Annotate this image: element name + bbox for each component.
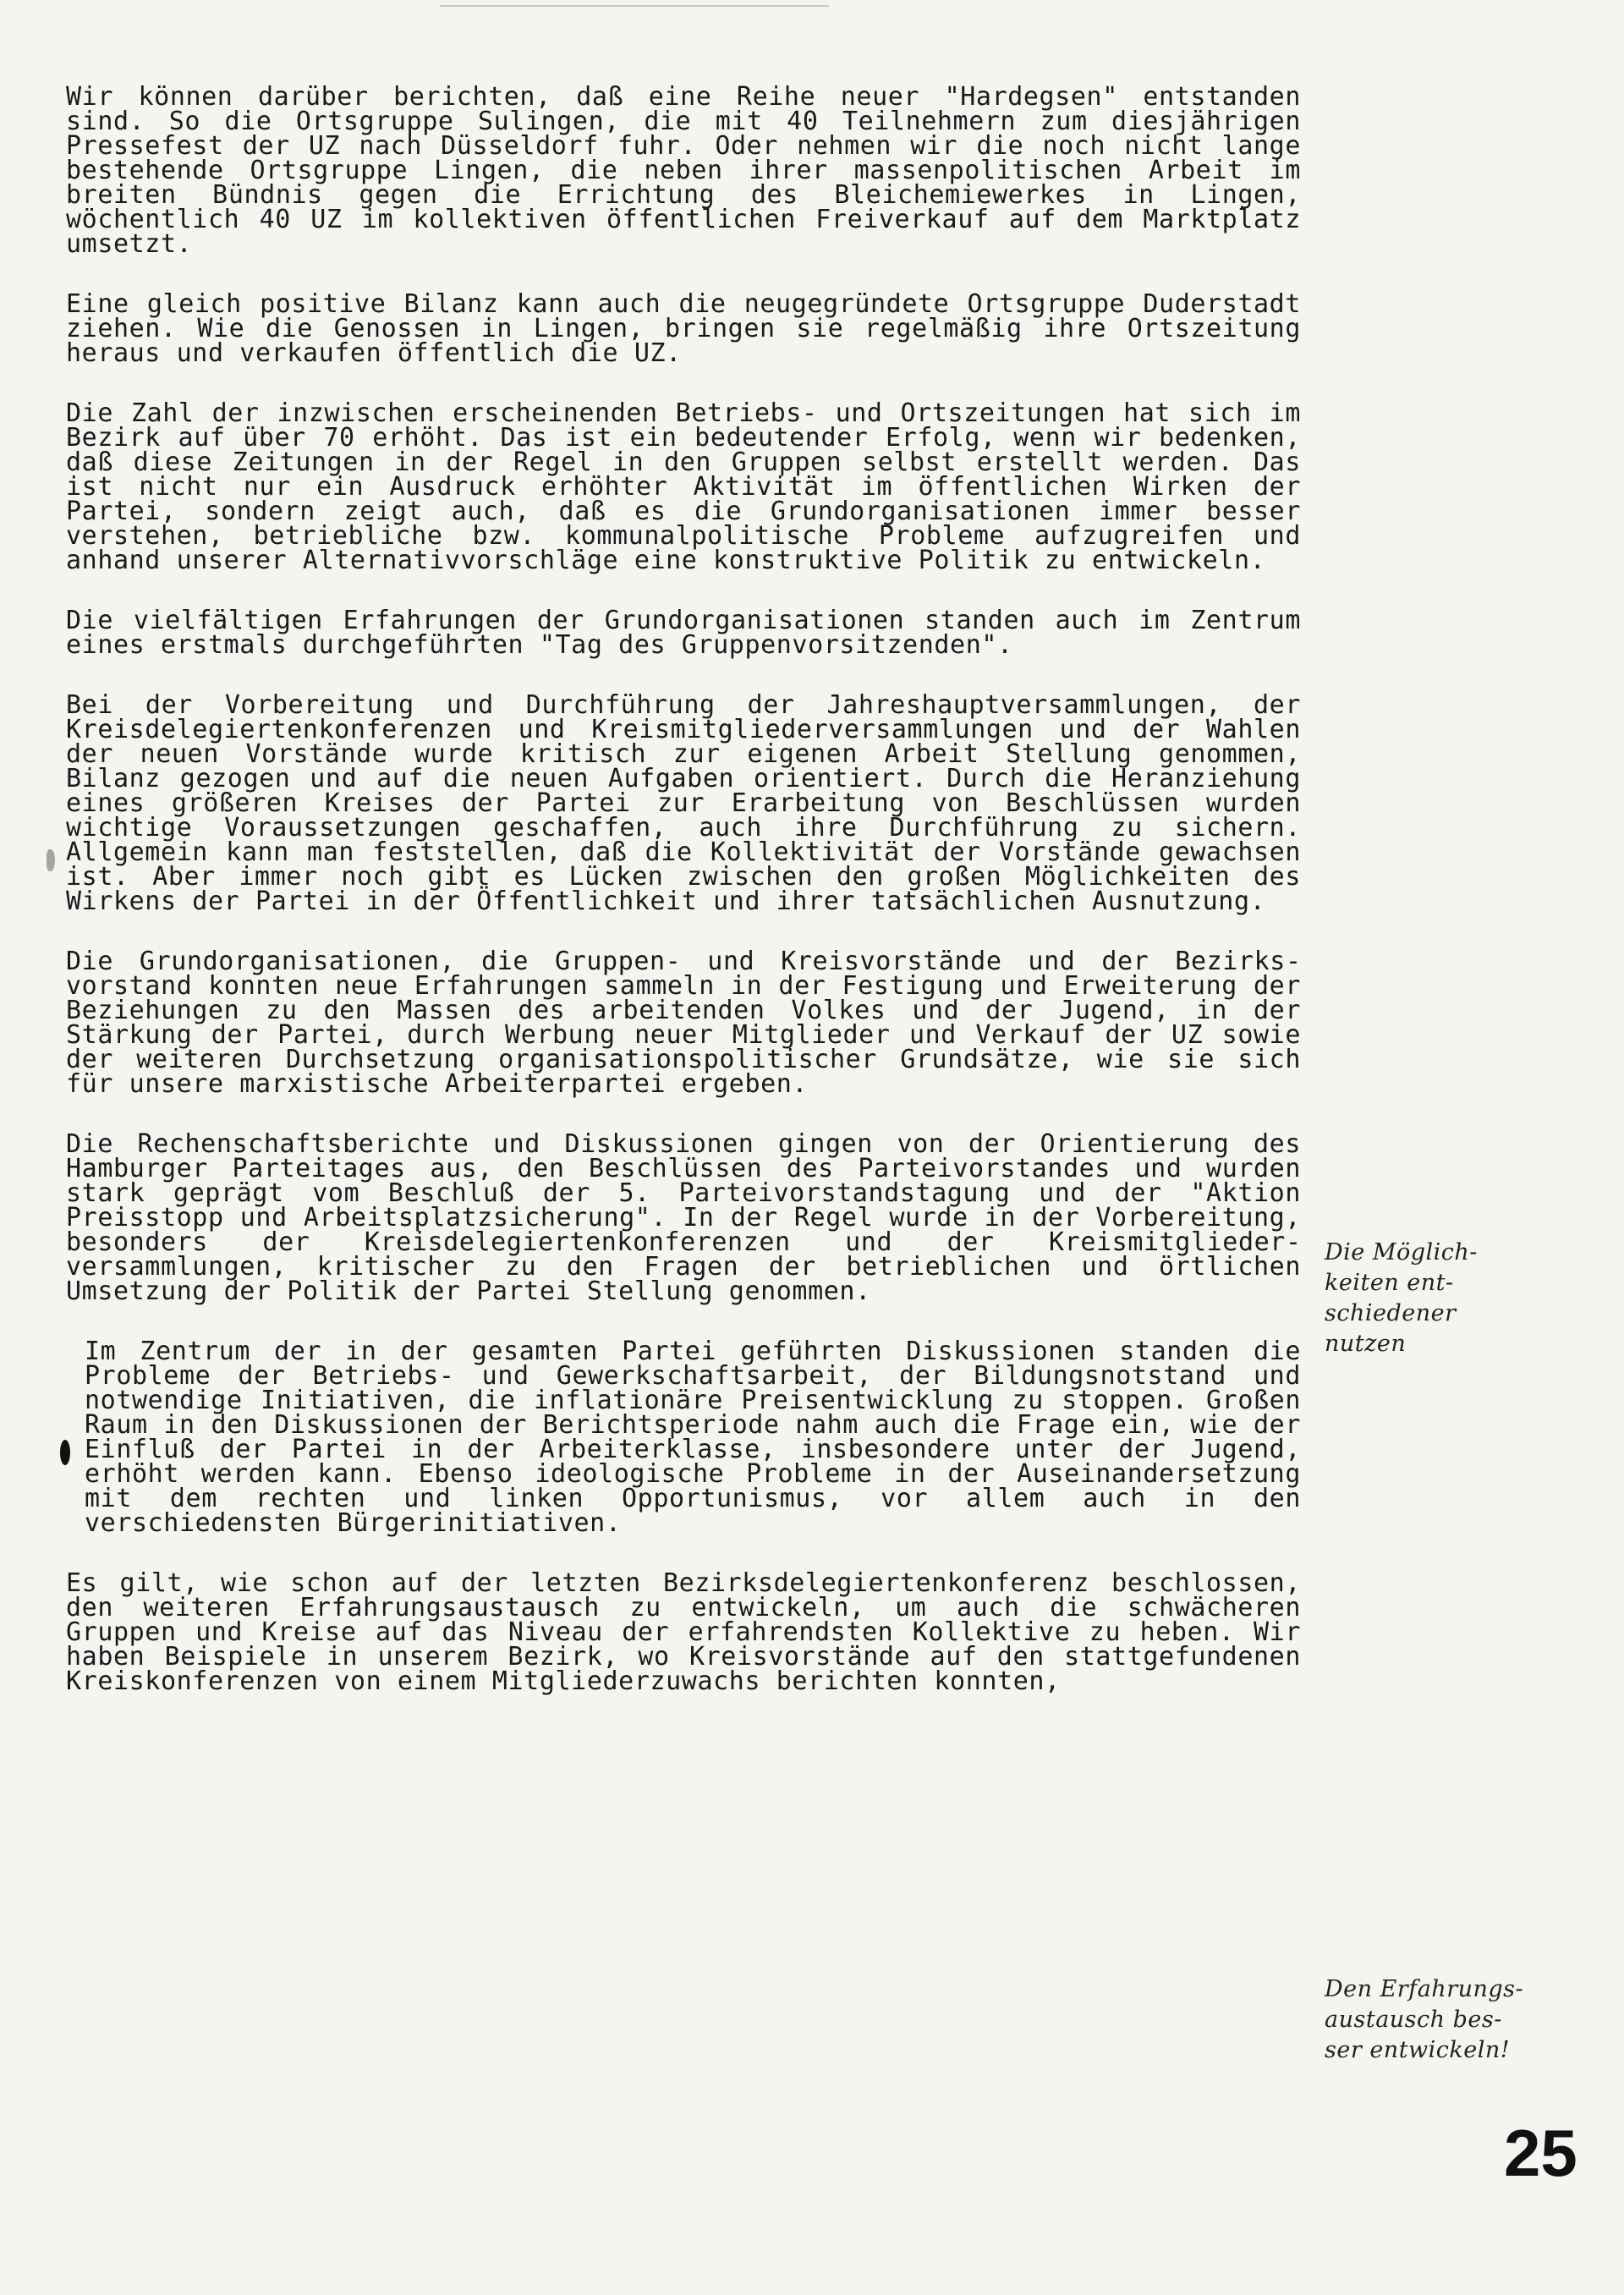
paragraph-7: Die Rechenschaftsberichte und Diskussionen gingen von der Orientierung des Hamburger Parteitages aus, den Beschlüssen des Parteivorstandes und wurden stark geprägt vom Beschluß der 5. Parteivorstandstagung und der "Aktion Preisstopp und Arbeitsplatzsicherung". In der Regel wurde in der Vorbereitung, besonders der Kreisdelegiertenkonferenzen und der Kreismitgliederversammlungen, kritischer zu den Fragen der betrieblichen und örtlichen Umsetzung der Politik der Partei Stellung genommen. <box>66 1129 1301 1306</box>
paragraph-9: Es gilt, wie schon auf der letzten Bezirksdelegiertenkonferenz beschlossen, den weiteren Erfahrungsaustausch zu entwickeln, um auch die schwächeren Gruppen und Kreise auf das Niveau der erfahrendsten Kollektive zu heben. Wir haben Beispiele in unserem Bezirk, wo Kreisvorstände auf den stattgefundenen Kreiskonferenzen von einem Mitgliederzuwachs berichten konnten, <box>66 1568 1301 1696</box>
paragraph-8: Im Zentrum der in der gesamten Partei geführten Diskussionen standen die Probleme der Betriebs- und Gewerkschaftsarbeit, der Bildungsnotstand und notwendige Initiativen, die inflationäre Preisentwicklung zu stoppen. Großen Raum in den Diskussionen der Berichtsperiode nahm auch die Frage ein, wie der Einfluß der Partei in der Arbeiterklasse, insbesondere unter der Jugend, erhöht werden kann. Ebenso ideologische Probleme in der Auseinandersetzung mit dem rechten und linken Opportunismus, vor allem auch in den verschiedensten Bürgerinitiativen. <box>85 1337 1301 1538</box>
main-text-column <box>66 82 1301 1729</box>
paragraph-5: Bei der Vorbereitung und Durchführung der Jahreshauptversammlungen, der Kreisdelegiertenkonferenzen und Kreismitgliederversammlungen und der Wahlen der neuen Vorstände wurde kritisch zur eigenen Arbeit Stellung genommen, Bilanz gezogen und auf die neuen Aufgaben orientiert. Durch die Heranziehung eines größeren Kreises der Partei zur Erarbeitung von Beschlüssen wurden wichtige Voraussetzungen geschaffen, auch ihre Durchführung zu sichern. Allgemein kann man feststellen, daß die Kollektivität der Vorstände gewachsen ist. Aber immer noch gibt es Lücken zwischen den großen Möglichkeiten des Wirkens der Partei in der Öffentlichkeit und ihrer tatsächlichen Ausnutzung. <box>66 690 1301 916</box>
margin-note-1: Die Möglich- keiten ent- schiedener nutzen <box>1325 1239 1478 1357</box>
page-number: 25 <box>1504 2116 1577 2190</box>
top-rule <box>440 5 829 7</box>
paragraph-3: Die Zahl der inzwischen erscheinenden Betriebs- und Ortszeitungen hat sich im Bezirk auf über 70 erhöht. Das ist ein bedeutender Erfolg, wenn wir bedenken, daß diese Zeitungen in der Regel in den Gruppen selbst erstellt werden. Das ist nicht nur ein Ausdruck erhöhter Aktivität im öffentlichen Wirken der Partei, sondern zeigt auch, daß es die Grundorganisationen immer besser verstehen, betriebliche bzw. kommunalpolitische Probleme aufzugreifen und anhand unserer Alternativvorschläge eine konstruktive Politik zu entwickeln. <box>66 398 1301 575</box>
ink-blot <box>60 1440 70 1465</box>
paragraph-1: Wir können darüber berichten, daß eine Reihe neuer "Hardegsen" entstanden sind. So die Ortsgruppe Sulingen, die mit 40 Teilnehmern zum diesjährigen Pressefest der UZ nach Düsseldorf fuhr. Oder nehmen wir die noch nicht lange bestehende Ortsgruppe Lingen, die neben ihrer massenpolitischen Arbeit im breiten Bündnis gegen die Errichtung des Bleichemiewerkes in Lingen, wöchentlich 40 UZ im kollektiven öffentlichen Freiverkauf auf dem Marktplatz umsetzt. <box>66 82 1301 259</box>
paragraph-6: Die Grundorganisationen, die Gruppen- und Kreisvorstände und der Bezirksvorstand konnten neue Erfahrungen sammeln in der Festigung und Erweiterung der Beziehungen zu den Massen des arbeitenden Volkes und der Jugend, in der Stärkung der Partei, durch Werbung neuer Mitglieder und Verkauf der UZ sowie der weiteren Durchsetzung organisationspolitischer Grundsätze, wie sie sich für unsere marxistische Arbeiterpartei ergeben. <box>66 947 1301 1099</box>
ink-smudge <box>47 849 55 871</box>
paragraph-4: Die vielfältigen Erfahrungen der Grundorganisationen standen auch im Zentrum eines erstmals durchgeführten "Tag des Gruppenvorsitzenden". <box>66 606 1301 660</box>
paragraph-2: Eine gleich positive Bilanz kann auch die neugegründete Ortsgruppe Duderstadt ziehen. Wie die Genossen in Lingen, bringen sie regelmäßig ihre Ortszeitung heraus und verkaufen öffentlich die UZ. <box>66 289 1301 368</box>
margin-note-2: Den Erfahrungs- austausch bes- ser entwickeln! <box>1325 1976 1524 2063</box>
